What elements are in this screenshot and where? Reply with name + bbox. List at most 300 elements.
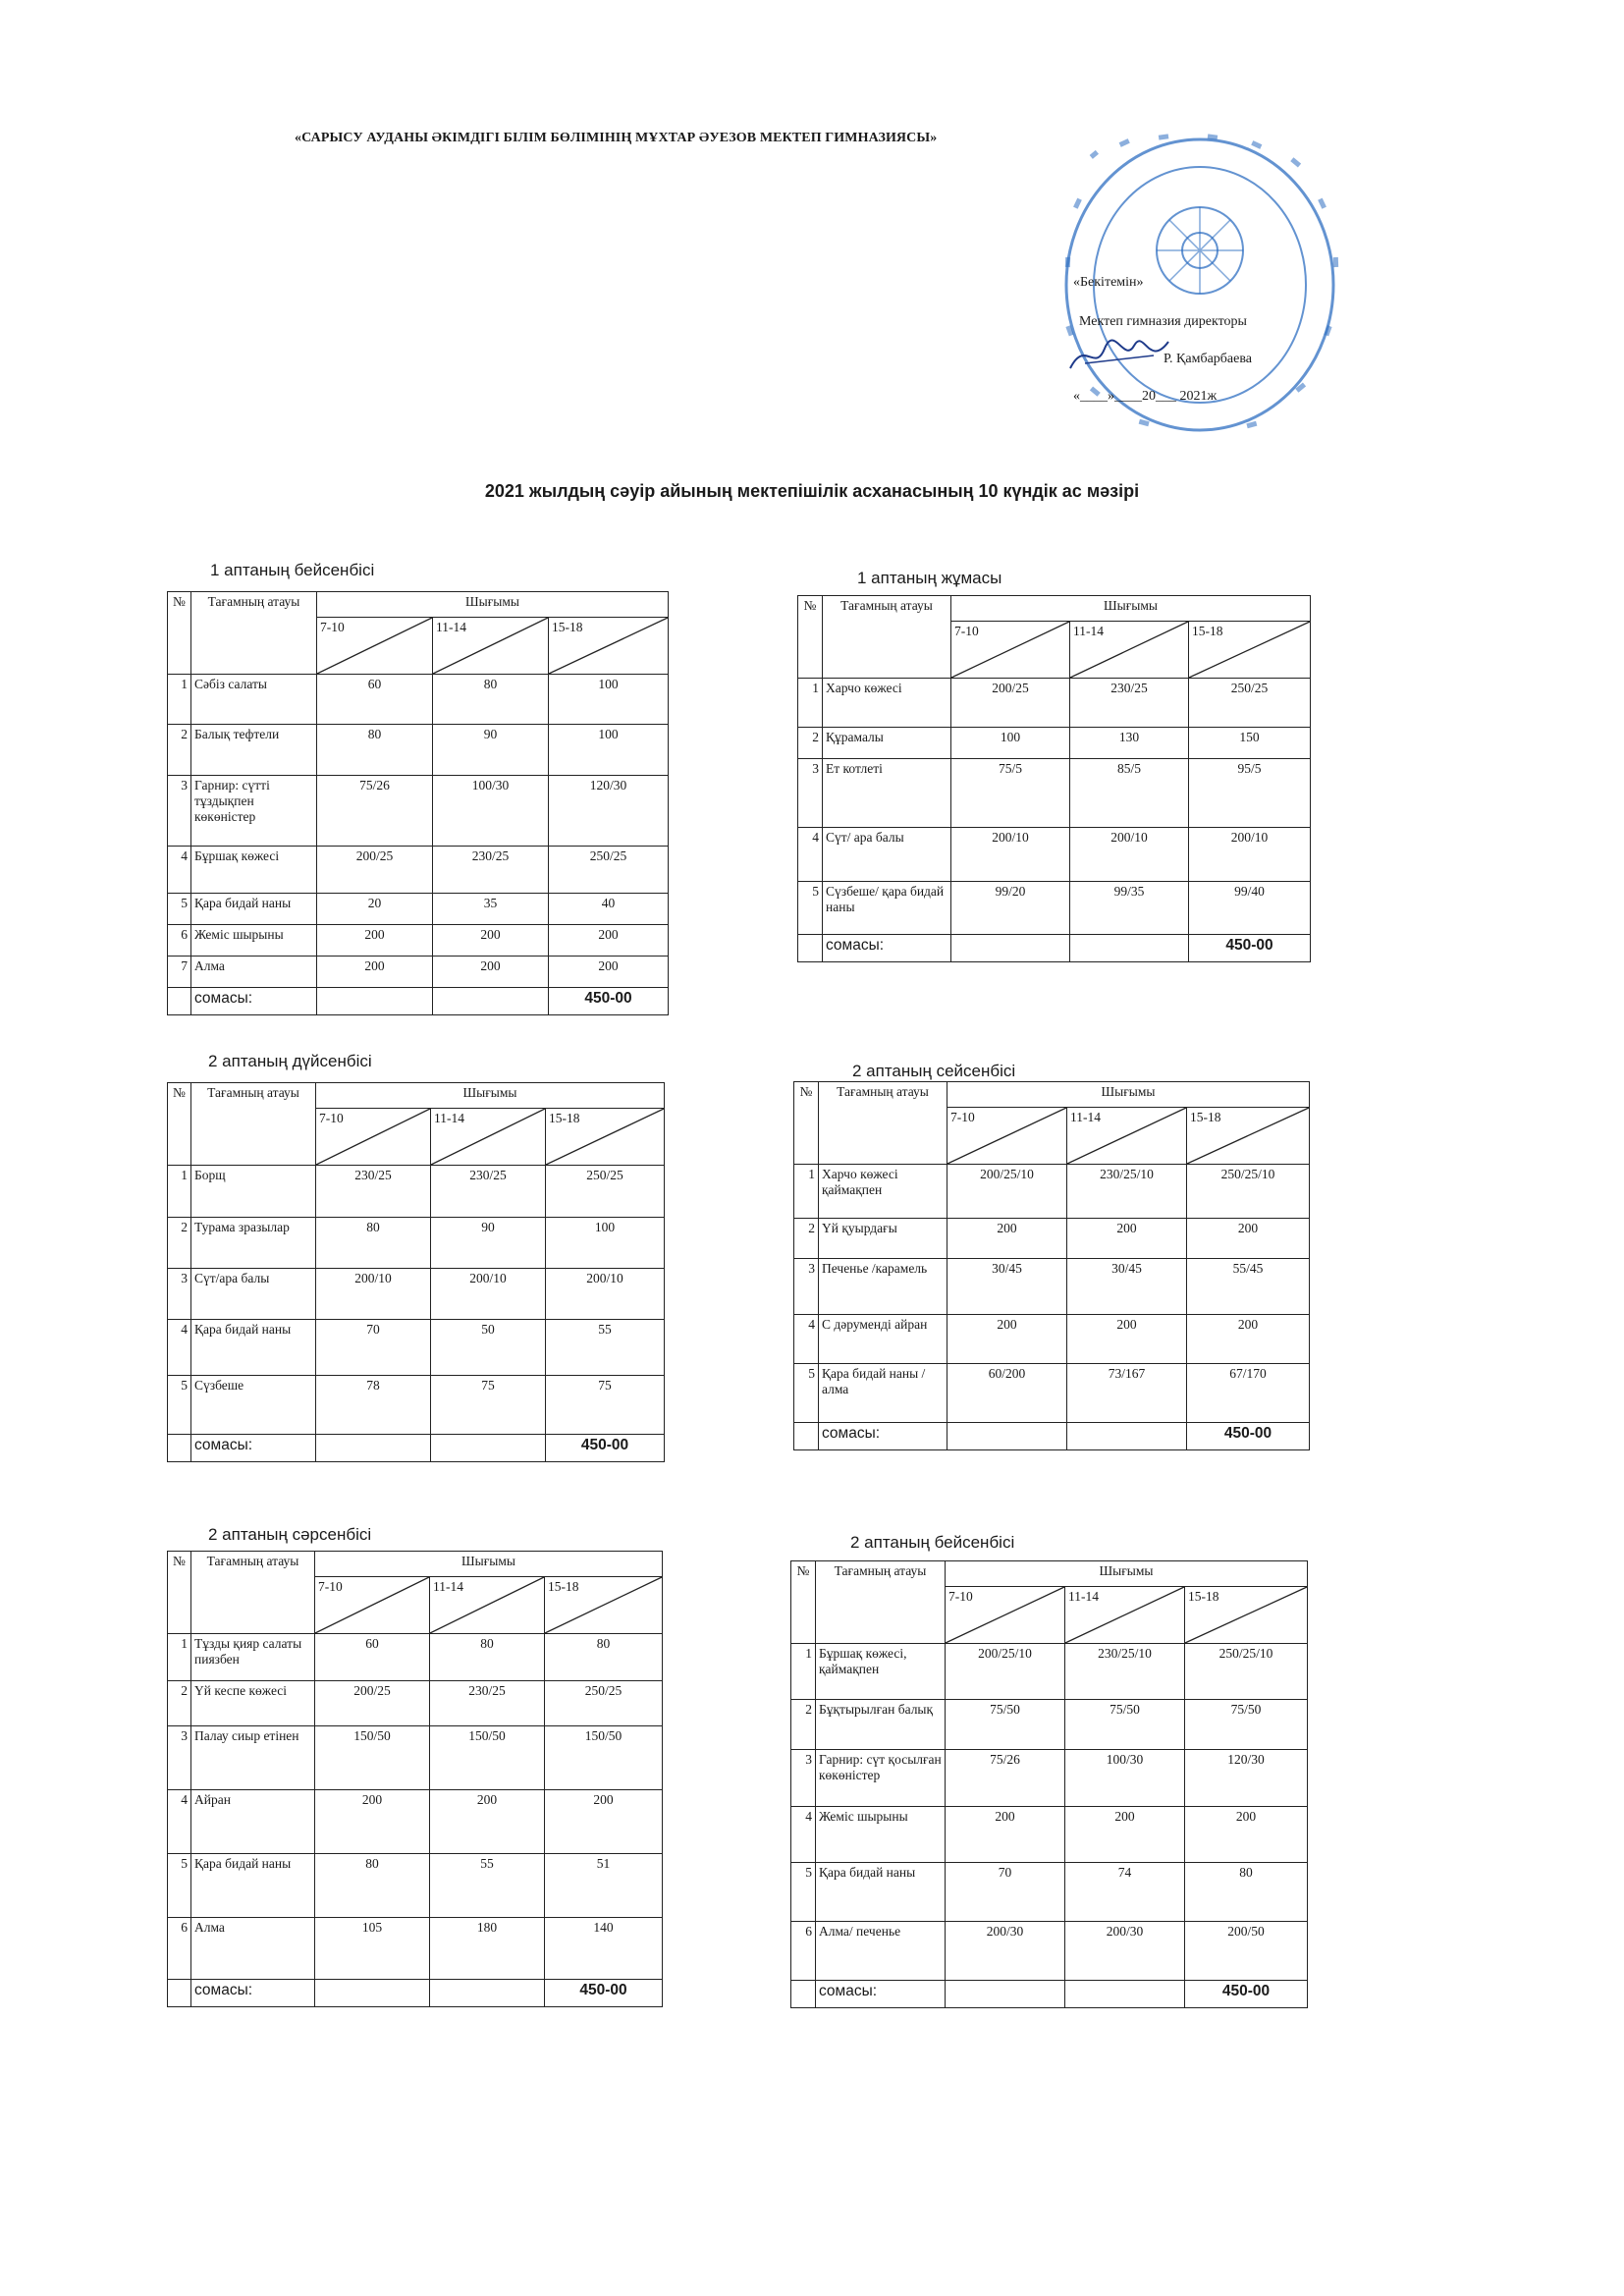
portion-15-18: 150/50 xyxy=(545,1726,663,1790)
row-number: 2 xyxy=(168,1218,191,1269)
dish-name: Алма xyxy=(191,1918,315,1980)
age-group-header xyxy=(951,622,1070,679)
row-number: 6 xyxy=(168,1918,191,1980)
dish-name: Сәбіз салаты xyxy=(191,675,317,725)
portion-11-14: 200 xyxy=(1065,1807,1185,1863)
age-group-label: 11-14 xyxy=(1073,624,1104,638)
sum-empty-cell xyxy=(791,1981,816,2008)
portion-11-14: 230/25 xyxy=(430,1681,545,1726)
sum-label: сомасы: xyxy=(819,1423,947,1450)
approval-position: Мектеп гимназия директоры xyxy=(1079,314,1247,329)
portion-11-14: 230/25 xyxy=(433,847,549,894)
portion-15-18: 250/25 xyxy=(1189,679,1311,728)
portion-15-18: 80 xyxy=(1185,1863,1308,1922)
diagonal-divider xyxy=(545,1577,662,1633)
row-number: 2 xyxy=(794,1219,819,1259)
portion-11-14: 74 xyxy=(1065,1863,1185,1922)
portion-7-10: 75/26 xyxy=(317,776,433,847)
table-row xyxy=(168,1269,665,1320)
portion-7-10: 200/10 xyxy=(316,1269,431,1320)
age-group-label: 15-18 xyxy=(552,620,583,634)
table-row xyxy=(168,1320,665,1376)
row-number: 6 xyxy=(791,1922,816,1981)
col-header-output: Шығымы xyxy=(946,1561,1308,1587)
dish-name: Қара бидай наны xyxy=(191,894,317,925)
table-row xyxy=(791,1863,1308,1922)
dish-name: Қара бидай наны xyxy=(816,1863,946,1922)
sum-empty-cell xyxy=(433,988,549,1015)
dish-name: С дәруменді айран xyxy=(819,1315,947,1364)
portion-15-18: 250/25 xyxy=(546,1166,665,1218)
age-group-header xyxy=(316,1109,431,1166)
sum-empty-cell xyxy=(168,1435,191,1462)
diagonal-divider xyxy=(316,1109,430,1165)
row-number: 4 xyxy=(794,1315,819,1364)
row-number: 2 xyxy=(791,1700,816,1750)
sum-label: сомасы: xyxy=(823,935,951,962)
sum-empty-cell xyxy=(431,1435,546,1462)
row-number: 3 xyxy=(791,1750,816,1807)
portion-7-10: 70 xyxy=(316,1320,431,1376)
row-number: 5 xyxy=(168,1854,191,1918)
age-group-label: 7-10 xyxy=(320,620,345,634)
portion-7-10: 200 xyxy=(946,1807,1065,1863)
age-group-header xyxy=(317,618,433,675)
age-group-header xyxy=(315,1577,430,1634)
row-number: 2 xyxy=(798,728,823,759)
portion-15-18: 200 xyxy=(1185,1807,1308,1863)
row-number: 2 xyxy=(168,1681,191,1726)
portion-11-14: 75/50 xyxy=(1065,1700,1185,1750)
sum-value: 450-00 xyxy=(546,1435,665,1462)
diagonal-divider xyxy=(430,1577,544,1633)
age-group-label: 11-14 xyxy=(436,620,466,634)
age-group-header xyxy=(1070,622,1189,679)
col-header-name: Тағамның атауы xyxy=(816,1561,946,1644)
sum-empty-cell xyxy=(951,935,1070,962)
age-group-header xyxy=(1185,1587,1308,1644)
sum-empty-cell xyxy=(317,988,433,1015)
approval-block xyxy=(1065,275,1321,412)
portion-7-10: 75/26 xyxy=(946,1750,1065,1807)
row-number: 1 xyxy=(794,1165,819,1219)
portion-11-14: 230/25 xyxy=(431,1166,546,1218)
col-header-name: Тағамның атауы xyxy=(823,596,951,679)
row-number: 5 xyxy=(168,894,191,925)
age-group-label: 7-10 xyxy=(950,1110,975,1124)
portion-7-10: 200/30 xyxy=(946,1922,1065,1981)
portion-15-18: 200 xyxy=(545,1790,663,1854)
col-header-output: Шығымы xyxy=(947,1082,1310,1108)
sum-empty-cell xyxy=(168,1980,191,2007)
sum-value: 450-00 xyxy=(549,988,669,1015)
sum-row xyxy=(168,1435,665,1462)
portion-15-18: 55/45 xyxy=(1187,1259,1310,1315)
portion-15-18: 250/25 xyxy=(549,847,669,894)
row-number: 4 xyxy=(168,1790,191,1854)
col-header-name: Тағамның атауы xyxy=(191,1083,316,1166)
sum-empty-cell xyxy=(1070,935,1189,962)
sum-empty-cell xyxy=(798,935,823,962)
portion-11-14: 200 xyxy=(1067,1219,1187,1259)
portion-15-18: 75/50 xyxy=(1185,1700,1308,1750)
dish-name: Алма xyxy=(191,957,317,988)
sum-empty-cell xyxy=(1067,1423,1187,1450)
portion-15-18: 200/10 xyxy=(1189,828,1311,882)
age-group-header xyxy=(546,1109,665,1166)
day-title: 2 аптаның бейсенбісі xyxy=(850,1533,1015,1552)
portion-11-14: 80 xyxy=(433,675,549,725)
table-row xyxy=(798,759,1311,828)
portion-15-18: 99/40 xyxy=(1189,882,1311,935)
portion-11-14: 200/30 xyxy=(1065,1922,1185,1981)
portion-11-14: 230/25/10 xyxy=(1067,1165,1187,1219)
sum-value: 450-00 xyxy=(545,1980,663,2007)
dish-name: Балық тефтели xyxy=(191,725,317,776)
dish-name: Сүт/ ара балы xyxy=(823,828,951,882)
row-number: 4 xyxy=(168,1320,191,1376)
age-group-header xyxy=(431,1109,546,1166)
portion-15-18: 95/5 xyxy=(1189,759,1311,828)
portion-7-10: 60 xyxy=(317,675,433,725)
portion-7-10: 75/5 xyxy=(951,759,1070,828)
diagonal-divider xyxy=(1189,622,1310,678)
sum-value: 450-00 xyxy=(1185,1981,1308,2008)
age-group-label: 15-18 xyxy=(1190,1110,1221,1124)
dish-name: Палау сиыр етінен xyxy=(191,1726,315,1790)
day-title: 1 аптаның бейсенбісі xyxy=(210,561,375,579)
sum-empty-cell xyxy=(947,1423,1067,1450)
portion-15-18: 120/30 xyxy=(1185,1750,1308,1807)
menu-table xyxy=(797,595,1311,962)
dish-name: Қара бидай наны xyxy=(191,1320,316,1376)
age-group-header xyxy=(1187,1108,1310,1165)
table-row xyxy=(791,1922,1308,1981)
col-header-no: № xyxy=(168,1552,191,1634)
age-group-label: 11-14 xyxy=(433,1579,463,1594)
row-number: 1 xyxy=(791,1644,816,1700)
portion-15-18: 250/25/10 xyxy=(1185,1644,1308,1700)
age-group-label: 7-10 xyxy=(948,1589,973,1604)
table-row xyxy=(794,1219,1310,1259)
row-number: 5 xyxy=(791,1863,816,1922)
director-name: Р. Қамбарбаева xyxy=(1164,352,1252,366)
age-group-label: 7-10 xyxy=(318,1579,343,1594)
row-number: 3 xyxy=(168,776,191,847)
approval-heading: «Бекітемін» xyxy=(1073,275,1144,290)
diagonal-divider xyxy=(951,622,1069,678)
portion-11-14: 90 xyxy=(431,1218,546,1269)
age-group-label: 7-10 xyxy=(954,624,979,638)
col-header-no: № xyxy=(168,1083,191,1166)
portion-15-18: 100 xyxy=(549,675,669,725)
diagonal-divider xyxy=(546,1109,664,1165)
diagonal-divider xyxy=(946,1587,1064,1643)
portion-7-10: 75/50 xyxy=(946,1700,1065,1750)
menu-table xyxy=(167,1551,663,2007)
table-row xyxy=(168,675,669,725)
row-number: 1 xyxy=(168,675,191,725)
portion-7-10: 70 xyxy=(946,1863,1065,1922)
table-row xyxy=(168,1218,665,1269)
col-header-name: Тағамның атауы xyxy=(819,1082,947,1165)
portion-7-10: 200/25/10 xyxy=(947,1165,1067,1219)
table-row xyxy=(168,776,669,847)
dish-name: Ет котлеті xyxy=(823,759,951,828)
col-header-no: № xyxy=(798,596,823,679)
portion-11-14: 80 xyxy=(430,1634,545,1681)
portion-11-14: 230/25/10 xyxy=(1065,1644,1185,1700)
table-row xyxy=(168,1726,663,1790)
diagonal-divider xyxy=(431,1109,545,1165)
age-group-label: 15-18 xyxy=(1192,624,1223,638)
dish-name: Бұршақ көжесі xyxy=(191,847,317,894)
table-row xyxy=(168,1376,665,1435)
day-title: 2 аптаның дүйсенбісі xyxy=(208,1052,372,1070)
sum-label: сомасы: xyxy=(191,988,317,1015)
portion-15-18: 200 xyxy=(1187,1219,1310,1259)
table-row xyxy=(794,1315,1310,1364)
col-header-no: № xyxy=(791,1561,816,1644)
portion-11-14: 73/167 xyxy=(1067,1364,1187,1423)
row-number: 6 xyxy=(168,925,191,957)
portion-11-14: 200 xyxy=(1067,1315,1187,1364)
table-row xyxy=(168,925,669,957)
portion-7-10: 200/25 xyxy=(315,1681,430,1726)
portion-7-10: 200/10 xyxy=(951,828,1070,882)
portion-7-10: 200/25 xyxy=(317,847,433,894)
sum-empty-cell xyxy=(794,1423,819,1450)
diagonal-divider xyxy=(947,1108,1066,1164)
row-number: 2 xyxy=(168,725,191,776)
row-number: 3 xyxy=(798,759,823,828)
table-row xyxy=(794,1165,1310,1219)
portion-7-10: 200/25/10 xyxy=(946,1644,1065,1700)
col-header-no: № xyxy=(794,1082,819,1165)
portion-15-18: 200/50 xyxy=(1185,1922,1308,1981)
age-group-label: 15-18 xyxy=(548,1579,579,1594)
portion-15-18: 200 xyxy=(549,957,669,988)
day-title: 2 аптаның сәрсенбісі xyxy=(208,1525,372,1544)
age-group-label: 11-14 xyxy=(1068,1589,1099,1604)
portion-11-14: 85/5 xyxy=(1070,759,1189,828)
age-group-header xyxy=(545,1577,663,1634)
sum-empty-cell xyxy=(430,1980,545,2007)
dish-name: Құрамалы xyxy=(823,728,951,759)
col-header-output: Шығымы xyxy=(316,1083,665,1109)
portion-11-14: 200 xyxy=(433,925,549,957)
portion-11-14: 75 xyxy=(431,1376,546,1435)
portion-15-18: 250/25 xyxy=(545,1681,663,1726)
approval-date: «____»____20___ 2021ж xyxy=(1073,389,1218,404)
age-group-header xyxy=(946,1587,1065,1644)
dish-name: Үй кеспе көжесі xyxy=(191,1681,315,1726)
menu-table xyxy=(790,1560,1308,2008)
portion-11-14: 99/35 xyxy=(1070,882,1189,935)
portion-7-10: 150/50 xyxy=(315,1726,430,1790)
portion-11-14: 200 xyxy=(430,1790,545,1854)
col-header-name: Тағамның атауы xyxy=(191,1552,315,1634)
dish-name: Қара бидай наны /алма xyxy=(819,1364,947,1423)
portion-15-18: 51 xyxy=(545,1854,663,1918)
age-group-label: 11-14 xyxy=(434,1111,464,1125)
portion-11-14: 100/30 xyxy=(1065,1750,1185,1807)
row-number: 3 xyxy=(168,1269,191,1320)
col-header-name: Тағамның атауы xyxy=(191,592,317,675)
dish-name: Қара бидай наны xyxy=(191,1854,315,1918)
diagonal-divider xyxy=(1185,1587,1307,1643)
sum-row xyxy=(791,1981,1308,2008)
portion-7-10: 20 xyxy=(317,894,433,925)
portion-7-10: 100 xyxy=(951,728,1070,759)
age-group-label: 15-18 xyxy=(549,1111,580,1125)
portion-7-10: 200 xyxy=(947,1315,1067,1364)
table-row xyxy=(791,1750,1308,1807)
age-group-header xyxy=(430,1577,545,1634)
portion-11-14: 90 xyxy=(433,725,549,776)
portion-15-18: 140 xyxy=(545,1918,663,1980)
portion-11-14: 150/50 xyxy=(430,1726,545,1790)
table-row xyxy=(791,1700,1308,1750)
age-group-label: 11-14 xyxy=(1070,1110,1101,1124)
row-number: 1 xyxy=(798,679,823,728)
table-row xyxy=(168,894,669,925)
portion-7-10: 60 xyxy=(315,1634,430,1681)
col-header-no: № xyxy=(168,592,191,675)
portion-15-18: 80 xyxy=(545,1634,663,1681)
sum-row xyxy=(798,935,1311,962)
portion-7-10: 99/20 xyxy=(951,882,1070,935)
day-title: 2 аптаның сейсенбісі xyxy=(852,1062,1016,1080)
row-number: 4 xyxy=(168,847,191,894)
row-number: 4 xyxy=(791,1807,816,1863)
portion-15-18: 250/25/10 xyxy=(1187,1165,1310,1219)
portion-7-10: 200 xyxy=(947,1219,1067,1259)
portion-7-10: 80 xyxy=(316,1218,431,1269)
portion-11-14: 200 xyxy=(433,957,549,988)
portion-15-18: 200 xyxy=(1187,1315,1310,1364)
portion-11-14: 30/45 xyxy=(1067,1259,1187,1315)
menu-table xyxy=(167,1082,665,1462)
dish-name: Бұқтырылған балық xyxy=(816,1700,946,1750)
col-header-output: Шығымы xyxy=(317,592,669,618)
table-row xyxy=(168,1790,663,1854)
table-row xyxy=(798,679,1311,728)
col-header-output: Шығымы xyxy=(951,596,1311,622)
dish-name: Үй қуырдағы xyxy=(819,1219,947,1259)
table-row xyxy=(168,847,669,894)
dish-name: Сүзбеше xyxy=(191,1376,316,1435)
diagonal-divider xyxy=(315,1577,429,1633)
sum-value: 450-00 xyxy=(1189,935,1311,962)
portion-7-10: 80 xyxy=(317,725,433,776)
diagonal-divider xyxy=(549,618,668,674)
row-number: 5 xyxy=(168,1376,191,1435)
dish-name: Бұршақ көжесі, қаймақпен xyxy=(816,1644,946,1700)
dish-name: Гарнир: сүт қосылған көкөністер xyxy=(816,1750,946,1807)
sum-label: сомасы: xyxy=(191,1435,316,1462)
portion-11-14: 200/10 xyxy=(431,1269,546,1320)
table-row xyxy=(798,828,1311,882)
age-group-header xyxy=(1189,622,1311,679)
sum-value: 450-00 xyxy=(1187,1423,1310,1450)
menu-table xyxy=(167,591,669,1015)
row-number: 7 xyxy=(168,957,191,988)
sum-empty-cell xyxy=(1065,1981,1185,2008)
row-number: 1 xyxy=(168,1166,191,1218)
portion-11-14: 130 xyxy=(1070,728,1189,759)
dish-name: Тұзды қияр салаты пиязбен xyxy=(191,1634,315,1681)
dish-name: Жеміс шырыны xyxy=(191,925,317,957)
portion-11-14: 230/25 xyxy=(1070,679,1189,728)
sum-row xyxy=(794,1423,1310,1450)
portion-11-14: 200/10 xyxy=(1070,828,1189,882)
dish-name: Сүт/ара балы xyxy=(191,1269,316,1320)
table-row xyxy=(168,1166,665,1218)
diagonal-divider xyxy=(1065,1587,1184,1643)
portion-11-14: 100/30 xyxy=(433,776,549,847)
row-number: 4 xyxy=(798,828,823,882)
table-row xyxy=(798,882,1311,935)
sum-empty-cell xyxy=(946,1981,1065,2008)
diagonal-divider xyxy=(1070,622,1188,678)
dish-name: Айран xyxy=(191,1790,315,1854)
row-number: 5 xyxy=(794,1364,819,1423)
table-row xyxy=(168,1634,663,1681)
sum-label: сомасы: xyxy=(191,1980,315,2007)
diagonal-divider xyxy=(317,618,432,674)
portion-7-10: 200 xyxy=(317,957,433,988)
sum-row xyxy=(168,1980,663,2007)
menu-table xyxy=(793,1081,1310,1450)
portion-15-18: 100 xyxy=(549,725,669,776)
page-title: 2021 жылдың сәуір айының мектепішілік асханасының 10 күндік ас мәзірі xyxy=(484,481,1140,501)
portion-11-14: 50 xyxy=(431,1320,546,1376)
diagonal-divider xyxy=(1187,1108,1309,1164)
portion-15-18: 100 xyxy=(546,1218,665,1269)
portion-7-10: 60/200 xyxy=(947,1364,1067,1423)
dish-name: Алма/ печенье xyxy=(816,1922,946,1981)
age-group-header xyxy=(433,618,549,675)
portion-7-10: 105 xyxy=(315,1918,430,1980)
age-group-header xyxy=(947,1108,1067,1165)
portion-7-10: 80 xyxy=(315,1854,430,1918)
portion-11-14: 55 xyxy=(430,1854,545,1918)
table-row xyxy=(794,1259,1310,1315)
dish-name: Харчо көжесі xyxy=(823,679,951,728)
portion-15-18: 55 xyxy=(546,1320,665,1376)
table-row xyxy=(798,728,1311,759)
portion-7-10: 200 xyxy=(317,925,433,957)
age-group-label: 7-10 xyxy=(319,1111,344,1125)
portion-15-18: 75 xyxy=(546,1376,665,1435)
row-number: 3 xyxy=(794,1259,819,1315)
row-number: 5 xyxy=(798,882,823,935)
portion-15-18: 67/170 xyxy=(1187,1364,1310,1423)
age-group-header xyxy=(549,618,669,675)
portion-15-18: 120/30 xyxy=(549,776,669,847)
table-row xyxy=(791,1807,1308,1863)
day-title: 1 аптаның жұмасы xyxy=(857,569,1002,587)
age-group-header xyxy=(1067,1108,1187,1165)
portion-15-18: 40 xyxy=(549,894,669,925)
table-row xyxy=(168,957,669,988)
dish-name: Гарнир: сүтті тұздықпен көкөністер xyxy=(191,776,317,847)
portion-7-10: 200 xyxy=(315,1790,430,1854)
sum-row xyxy=(168,988,669,1015)
dish-name: Печенье /карамель xyxy=(819,1259,947,1315)
row-number: 3 xyxy=(168,1726,191,1790)
